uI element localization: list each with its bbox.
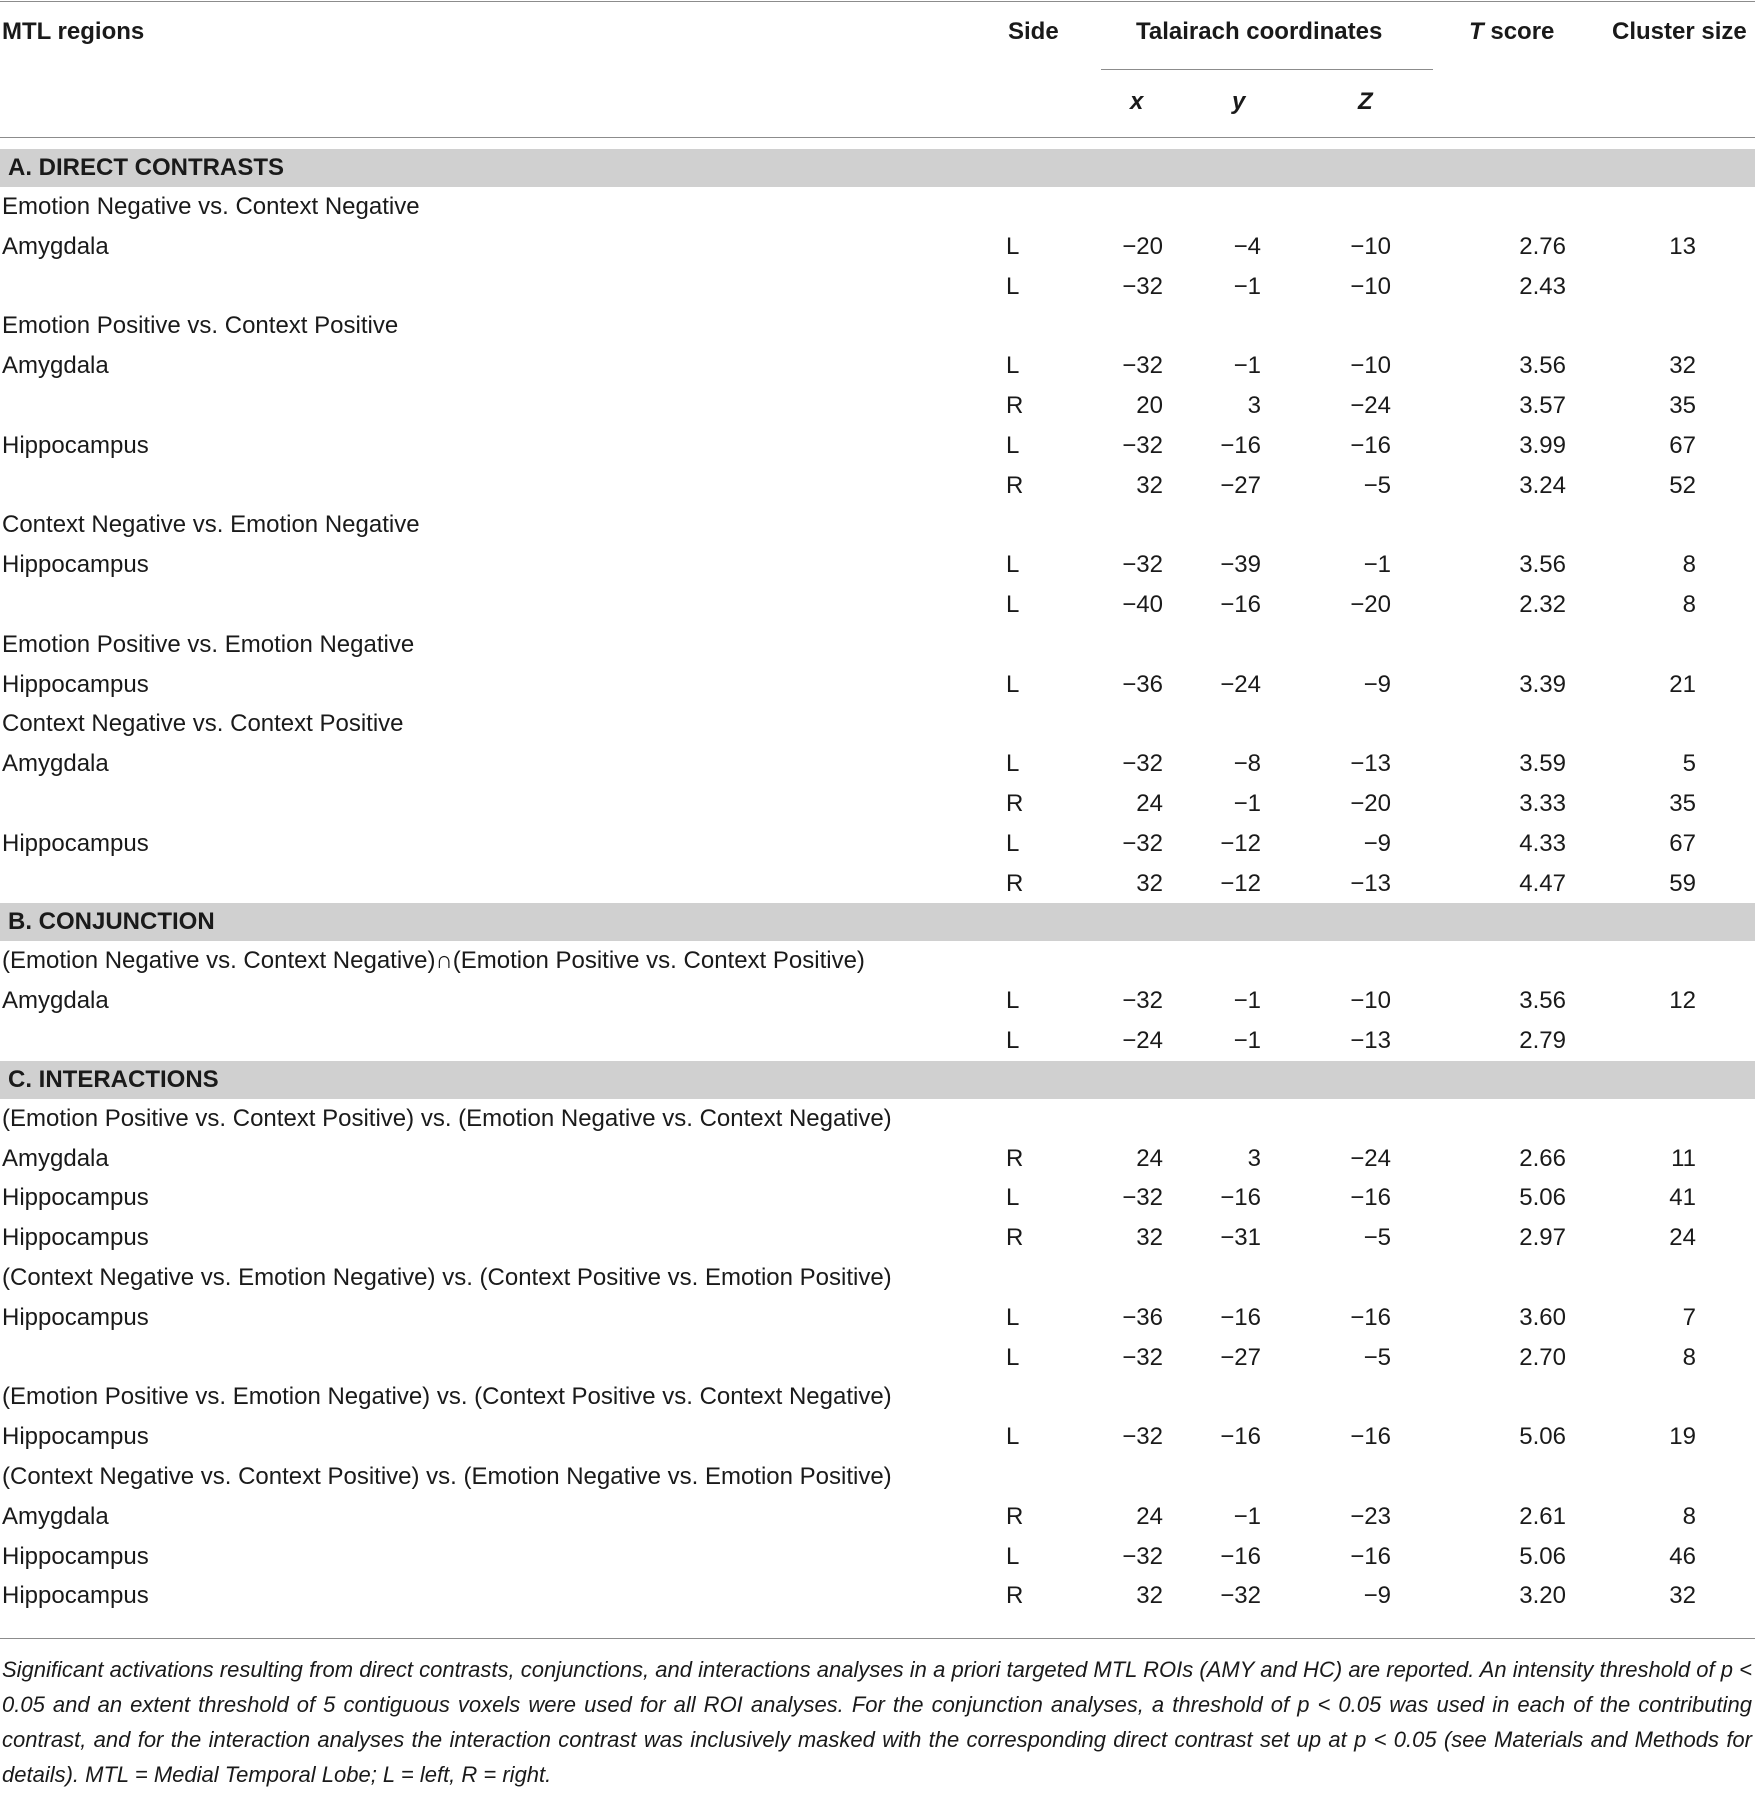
cell-y: −1 — [1233, 272, 1261, 300]
cell-z: −23 — [1350, 1502, 1391, 1530]
cell-side: R — [1006, 1144, 1024, 1172]
cell-x: 32 — [1136, 1224, 1163, 1252]
header-side: Side — [1008, 18, 1059, 45]
cell-t: 3.20 — [1519, 1582, 1566, 1610]
cell-c: 35 — [1669, 391, 1696, 419]
cell-region: Amygdala — [2, 750, 109, 778]
cell-c: 12 — [1669, 987, 1696, 1015]
contrast-label: (Emotion Negative vs. Context Negative)∩(Emotion Positive vs. Context Positive) — [2, 947, 865, 975]
cell-y: −4 — [1233, 232, 1261, 260]
table-row — [0, 1139, 1755, 1179]
cell-x: −32 — [1122, 352, 1163, 380]
cell-z: −16 — [1350, 1423, 1391, 1451]
section-title: C. INTERACTIONS — [8, 1065, 219, 1093]
cell-t: 5.06 — [1519, 1423, 1566, 1451]
cell-z: −20 — [1350, 590, 1391, 618]
cell-side: L — [1006, 431, 1020, 459]
cell-c: 59 — [1669, 869, 1696, 897]
cell-c: 41 — [1669, 1184, 1696, 1212]
cell-x: −36 — [1122, 1303, 1163, 1331]
contrast-label-row — [0, 941, 1755, 981]
cell-z: −20 — [1350, 789, 1391, 817]
cell-c: 35 — [1669, 789, 1696, 817]
cell-region: Hippocampus — [2, 1224, 149, 1252]
contrast-label: (Context Negative vs. Emotion Negative) vs. (Context Positive vs. Emotion Positive) — [2, 1263, 892, 1291]
cell-side: R — [1006, 471, 1024, 499]
cell-c: 5 — [1682, 750, 1696, 778]
header-t-italic: T — [1469, 18, 1484, 45]
cell-t: 3.24 — [1519, 471, 1566, 499]
cell-y: −1 — [1233, 352, 1261, 380]
header-y-label: y — [1232, 88, 1246, 115]
cell-z: −10 — [1350, 232, 1391, 260]
cell-y: −16 — [1220, 431, 1261, 459]
contrast-label-row — [0, 505, 1755, 545]
table-row — [0, 784, 1755, 824]
cell-t: 2.32 — [1519, 590, 1566, 618]
table-row — [0, 864, 1755, 904]
contrast-label-row — [0, 1258, 1755, 1298]
cell-side: R — [1006, 391, 1024, 419]
cell-z: −16 — [1350, 1542, 1391, 1570]
cell-y: −16 — [1220, 590, 1261, 618]
contrast-label-row — [0, 306, 1755, 346]
cell-region: Hippocampus — [2, 1303, 149, 1331]
cell-x: −32 — [1122, 829, 1163, 857]
cell-c: 52 — [1669, 471, 1696, 499]
cell-region: Amygdala — [2, 1144, 109, 1172]
cell-z: −10 — [1350, 352, 1391, 380]
cell-x: −32 — [1122, 1423, 1163, 1451]
table-row — [0, 386, 1755, 426]
cell-side: L — [1006, 750, 1020, 778]
cell-z: −10 — [1350, 987, 1391, 1015]
table-row — [0, 346, 1755, 386]
cell-x: −40 — [1122, 590, 1163, 618]
cell-region: Hippocampus — [2, 1423, 149, 1451]
table-row — [0, 545, 1755, 585]
cell-c: 46 — [1669, 1542, 1696, 1570]
talairach-rule — [1101, 69, 1433, 70]
contrast-label-row — [0, 1377, 1755, 1417]
cell-side: L — [1006, 232, 1020, 260]
cell-t: 2.79 — [1519, 1026, 1566, 1054]
cell-z: −16 — [1350, 1184, 1391, 1212]
cell-y: −1 — [1233, 1502, 1261, 1530]
cell-y: −27 — [1220, 471, 1261, 499]
cell-t: 3.99 — [1519, 431, 1566, 459]
section-header — [0, 1061, 1755, 1099]
cell-y: −32 — [1220, 1582, 1261, 1610]
cell-region: Hippocampus — [2, 1184, 149, 1212]
cell-t: 2.66 — [1519, 1144, 1566, 1172]
header-t-score — [1469, 18, 1554, 46]
cell-c: 24 — [1669, 1224, 1696, 1252]
cell-t: 3.57 — [1519, 391, 1566, 419]
cell-t: 3.33 — [1519, 789, 1566, 817]
cell-x: −32 — [1122, 750, 1163, 778]
cell-side: L — [1006, 987, 1020, 1015]
contrast-label: (Emotion Positive vs. Context Positive) vs. (Emotion Negative vs. Context Negative) — [2, 1104, 892, 1132]
cell-side: L — [1006, 551, 1020, 579]
cell-x: −24 — [1122, 1026, 1163, 1054]
cell-x: −32 — [1122, 272, 1163, 300]
cell-t: 3.56 — [1519, 551, 1566, 579]
cell-x: 32 — [1136, 1582, 1163, 1610]
cell-side: R — [1006, 789, 1024, 817]
cell-t: 3.56 — [1519, 987, 1566, 1015]
cell-t: 2.97 — [1519, 1224, 1566, 1252]
cell-side: L — [1006, 590, 1020, 618]
cell-c: 32 — [1669, 352, 1696, 380]
section-header — [0, 903, 1755, 941]
table-row — [0, 824, 1755, 864]
cell-region: Amygdala — [2, 1502, 109, 1530]
table-row — [0, 585, 1755, 625]
header-y — [1232, 88, 1245, 116]
table-row — [0, 1021, 1755, 1061]
cell-x: 20 — [1136, 391, 1163, 419]
section-title: A. DIRECT CONTRASTS — [8, 154, 284, 181]
cell-z: −5 — [1363, 471, 1391, 499]
cell-t: 2.70 — [1519, 1343, 1566, 1371]
cell-c: 7 — [1682, 1303, 1696, 1331]
cell-c: 8 — [1682, 1502, 1696, 1530]
cell-x: −32 — [1122, 1184, 1163, 1212]
cell-region: Hippocampus — [2, 829, 149, 857]
cell-side: L — [1006, 1184, 1020, 1212]
cell-x: 24 — [1136, 1144, 1163, 1172]
table-row — [0, 1537, 1755, 1577]
cell-side: L — [1006, 1542, 1020, 1570]
cell-t: 5.06 — [1519, 1542, 1566, 1570]
cell-side: R — [1006, 1582, 1024, 1610]
top-rule — [0, 1, 1755, 2]
cell-t: 4.47 — [1519, 869, 1566, 897]
cell-side: L — [1006, 670, 1020, 698]
cell-side: L — [1006, 272, 1020, 300]
contrast-label-row — [0, 704, 1755, 744]
cell-x: 24 — [1136, 1502, 1163, 1530]
header-region: MTL regions — [2, 18, 145, 45]
table-row — [0, 466, 1755, 506]
cell-x: 32 — [1136, 471, 1163, 499]
cell-z: −24 — [1350, 391, 1391, 419]
cell-t: 5.06 — [1519, 1184, 1566, 1212]
cell-y: −27 — [1220, 1343, 1261, 1371]
table-row — [0, 981, 1755, 1021]
cell-t: 3.60 — [1519, 1303, 1566, 1331]
cell-t: 3.56 — [1519, 352, 1566, 380]
cell-side: R — [1006, 869, 1024, 897]
cell-c: 32 — [1669, 1582, 1696, 1610]
table-row — [0, 426, 1755, 466]
cell-side: L — [1006, 829, 1020, 857]
cell-y: 3 — [1247, 391, 1261, 419]
cell-y: −39 — [1220, 551, 1261, 579]
cell-side: L — [1006, 1423, 1020, 1451]
cell-region: Hippocampus — [2, 670, 149, 698]
cell-x: −32 — [1122, 431, 1163, 459]
cell-t: 2.76 — [1519, 232, 1566, 260]
table-row — [0, 1497, 1755, 1537]
header-x-label: x — [1130, 88, 1144, 115]
cell-z: −16 — [1350, 431, 1391, 459]
table-row — [0, 1178, 1755, 1218]
cell-c: 8 — [1682, 590, 1696, 618]
cell-y: −31 — [1220, 1224, 1261, 1252]
cell-x: 32 — [1136, 869, 1163, 897]
header-talairach: Talairach coordinates — [1136, 18, 1383, 45]
cell-side: L — [1006, 1343, 1020, 1371]
contrast-label-row — [0, 1457, 1755, 1497]
table-row — [0, 1338, 1755, 1378]
table-row — [0, 665, 1755, 705]
cell-y: −1 — [1233, 987, 1261, 1015]
cell-c: 67 — [1669, 829, 1696, 857]
cell-y: −16 — [1220, 1303, 1261, 1331]
table-footnote: Significant activations resulting from direct contrasts, conjunctions, and interactions analyses in a priori targeted MTL ROIs (AMY and HC) are reported. An intensity threshold of p < 0.05 and an extent threshold of 5 contiguous voxels were used for all ROI analyses. For the conjunction analyses, a threshold of p < 0.05 was used in each of the contributing contrast, and for the interaction analyses the interaction contrast was inclusively masked with the corresponding direct contrast set up at p < 0.05 (see Materials and Methods for details). MTL = Medial Temporal Lobe; L = left, R = right. — [2, 1657, 1752, 1787]
contrast-label: Context Negative vs. Emotion Negative — [2, 511, 420, 539]
cell-c: 11 — [1671, 1144, 1696, 1172]
contrast-label-row — [0, 1099, 1755, 1139]
cell-t: 3.39 — [1519, 670, 1566, 698]
cell-z: −9 — [1363, 1582, 1391, 1610]
cell-c: 67 — [1669, 431, 1696, 459]
cell-c: 8 — [1682, 1343, 1696, 1371]
cell-z: −10 — [1350, 272, 1391, 300]
cell-y: −16 — [1220, 1423, 1261, 1451]
cell-z: −5 — [1363, 1343, 1391, 1371]
table-row — [0, 227, 1755, 267]
cell-z: −9 — [1363, 670, 1391, 698]
contrast-label: (Context Negative vs. Context Positive) vs. (Emotion Negative vs. Emotion Positive) — [2, 1462, 892, 1490]
cell-c: 19 — [1669, 1423, 1696, 1451]
cell-y: −8 — [1233, 750, 1261, 778]
cell-side: L — [1006, 1303, 1020, 1331]
table-row — [0, 744, 1755, 784]
cell-x: −36 — [1122, 670, 1163, 698]
cell-c: 13 — [1669, 232, 1696, 260]
cell-x: 24 — [1136, 789, 1163, 817]
header-z — [1358, 88, 1373, 116]
cell-region: Amygdala — [2, 987, 109, 1015]
cell-z: −16 — [1350, 1303, 1391, 1331]
table-row — [0, 1218, 1755, 1258]
cell-z: −9 — [1363, 829, 1391, 857]
contrast-label: (Emotion Positive vs. Emotion Negative) vs. (Context Positive vs. Context Negative) — [2, 1383, 892, 1411]
cell-t: 2.61 — [1519, 1502, 1566, 1530]
cell-side: R — [1006, 1224, 1024, 1252]
table-row — [0, 267, 1755, 307]
table-body — [0, 149, 1755, 1616]
cell-region: Amygdala — [2, 352, 109, 380]
cell-region: Hippocampus — [2, 431, 149, 459]
cell-y: −1 — [1233, 789, 1261, 817]
contrast-label-row — [0, 187, 1755, 227]
bottom-rule — [0, 1638, 1755, 1639]
header-cluster-size: Cluster size — [1612, 18, 1747, 45]
cell-region: Hippocampus — [2, 1542, 149, 1570]
cell-y: 3 — [1247, 1144, 1261, 1172]
table-row — [0, 1576, 1755, 1616]
cell-t: 3.59 — [1519, 750, 1566, 778]
table-row — [0, 1417, 1755, 1457]
cell-y: −12 — [1220, 869, 1261, 897]
cell-x: −32 — [1122, 987, 1163, 1015]
cell-side: L — [1006, 352, 1020, 380]
cell-c: 8 — [1682, 551, 1696, 579]
contrast-label: Emotion Positive vs. Emotion Negative — [2, 630, 415, 658]
cell-y: −1 — [1233, 1026, 1261, 1054]
cell-region: Hippocampus — [2, 1582, 149, 1610]
cell-z: −13 — [1350, 869, 1391, 897]
contrast-label: Context Negative vs. Context Positive — [2, 710, 404, 738]
cell-t: 2.43 — [1519, 272, 1566, 300]
section-header — [0, 149, 1755, 187]
cell-x: −32 — [1122, 1542, 1163, 1570]
section-title: B. CONJUNCTION — [8, 908, 215, 936]
contrast-label-row — [0, 625, 1755, 665]
cell-z: −13 — [1350, 1026, 1391, 1054]
cell-y: −16 — [1220, 1542, 1261, 1570]
cell-z: −13 — [1350, 750, 1391, 778]
header-t-rest: score — [1483, 18, 1555, 45]
contrast-label: Emotion Negative vs. Context Negative — [2, 193, 420, 220]
cell-y: −24 — [1220, 670, 1261, 698]
cell-region: Hippocampus — [2, 551, 149, 579]
cell-t: 4.33 — [1519, 829, 1566, 857]
contrast-label: Emotion Positive vs. Context Positive — [2, 312, 399, 340]
cell-x: −20 — [1122, 232, 1163, 260]
cell-y: −12 — [1220, 829, 1261, 857]
cell-x: −32 — [1122, 551, 1163, 579]
cell-region: Amygdala — [2, 232, 109, 260]
table-row — [0, 1298, 1755, 1338]
cell-z: −5 — [1363, 1224, 1391, 1252]
header-x — [1130, 88, 1143, 116]
cell-x: −32 — [1122, 1343, 1163, 1371]
cell-z: −1 — [1363, 551, 1391, 579]
cell-z: −24 — [1350, 1144, 1391, 1172]
cell-side: R — [1006, 1502, 1024, 1530]
header-z-label: Z — [1358, 88, 1373, 115]
cell-c: 21 — [1669, 670, 1696, 698]
cell-y: −16 — [1220, 1184, 1261, 1212]
cell-side: L — [1006, 1026, 1020, 1054]
header-bottom-rule — [0, 137, 1755, 138]
